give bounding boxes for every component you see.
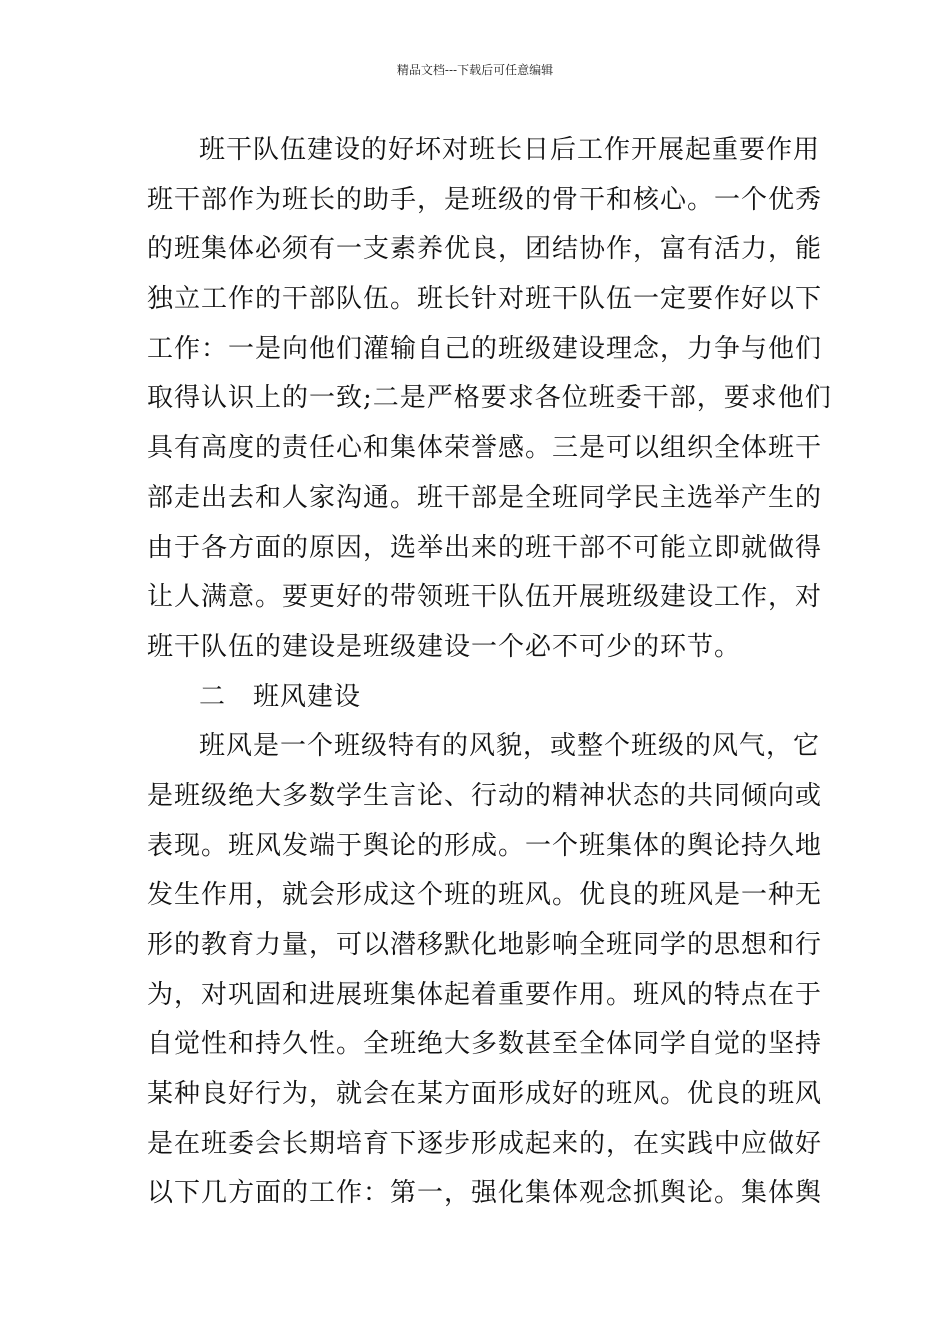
text-line: 班干队伍建设的好坏对班长日后工作开展起重要作用: [199, 135, 821, 165]
text-line: 以下几方面的工作：第一，强化集体观念抓舆论。集体舆: [147, 1178, 823, 1209]
text-line: 是在班委会长期培育下逐步形成起来的，在实践中应做好: [147, 1128, 823, 1159]
text-line: 某种良好行为，就会在某方面形成好的班风。优良的班风: [147, 1079, 823, 1110]
text-line: 具有高度的责任心和集体荣誉感。三是可以组织全体班干: [147, 433, 823, 464]
text-line: 部走出去和人家沟通。班干部是全班同学民主选举产生的: [147, 482, 823, 513]
text-line: 由于各方面的原因，选举出来的班干部不可能立即就做得: [147, 532, 823, 563]
text-line: 的班集体必须有一支素养优良，团结协作，富有活力，能: [147, 234, 823, 265]
page-header: 精品文档---下载后可任意编辑: [396, 63, 554, 77]
text-line: 自觉性和持久性。全班绝大多数甚至全体同学自觉的坚持: [147, 1029, 823, 1060]
text-line: 独立工作的干部队伍。班长针对班干队伍一定要作好以下: [147, 284, 823, 315]
text-line: 班干队伍的建设是班级建设一个必不可少的环节。: [147, 631, 742, 662]
section-heading: 二 班风建设: [199, 681, 362, 712]
text-line: 表现。班风发端于舆论的形成。一个班集体的舆论持久地: [147, 830, 823, 861]
text-line: 班干部作为班长的助手，是班级的骨干和核心。一个优秀: [147, 184, 823, 215]
text-line: 取得认识上的一致;二是严格要求各位班委干部，要求他们: [147, 383, 832, 414]
text-line: 班风是一个班级特有的风貌，或整个班级的风气，它: [199, 731, 821, 762]
text-line: 发生作用，就会形成这个班的班风。优良的班风是一种无: [147, 880, 823, 911]
text-line: 是班级绝大多数学生言论、行动的精神状态的共同倾向或: [147, 780, 823, 811]
text-line: 让人满意。要更好的带领班干队伍开展班级建设工作，对: [147, 582, 823, 613]
body-text: [147, 126, 832, 1219]
text-line: 工作：一是向他们灌输自己的班级建设理念，力争与他们: [147, 333, 823, 364]
text-line: 形的教育力量，可以潜移默化地影响全班同学的思想和行: [147, 930, 823, 960]
text-line: 为，对巩固和进展班集体起着重要作用。班风的特点在于: [147, 979, 823, 1010]
